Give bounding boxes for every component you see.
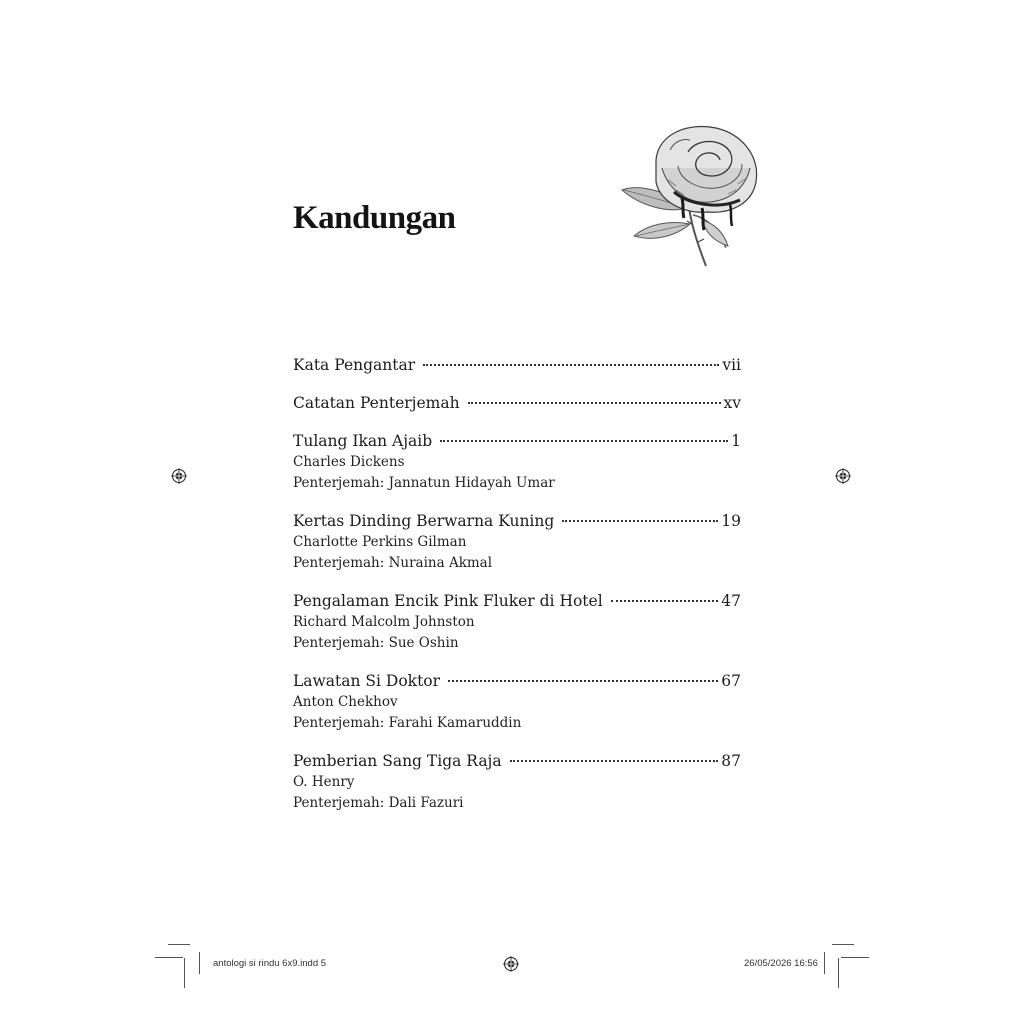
toc-entry-author: Richard Malcolm Johnston: [293, 614, 475, 630]
toc-entry-page: vii: [722, 356, 741, 374]
toc-entry-author: Charles Dickens: [293, 454, 405, 470]
toc-entry[interactable]: [293, 392, 741, 414]
toc-entry-author: O. Henry: [293, 774, 355, 790]
dot-leader: [562, 520, 718, 522]
toc-entry-page: xv: [723, 394, 741, 412]
toc-entry-title: Lawatan Si Doktor: [293, 672, 441, 690]
crop-mark: [838, 958, 839, 988]
toc-entry-page: 67: [721, 672, 741, 690]
toc-entry[interactable]: [293, 354, 741, 376]
toc-entry-page: 47: [721, 592, 741, 610]
toc-entry[interactable]: [293, 670, 741, 734]
toc-entry[interactable]: [293, 750, 741, 814]
toc-entry-title: Kertas Dinding Berwarna Kuning: [293, 512, 555, 530]
crop-mark: [199, 952, 200, 974]
crop-mark: [184, 958, 185, 988]
toc-entry-author: Anton Chekhov: [293, 694, 398, 710]
table-of-contents: [293, 354, 741, 830]
registration-mark-icon: [171, 468, 187, 484]
toc-entry-translator: Penterjemah: Sue Oshin: [293, 635, 459, 651]
dot-leader: [510, 760, 719, 762]
toc-entry-author: Charlotte Perkins Gilman: [293, 534, 467, 550]
toc-entry-translator: Penterjemah: Farahi Kamaruddin: [293, 715, 522, 731]
dot-leader: [468, 402, 721, 404]
crop-mark: [155, 957, 183, 958]
toc-entry-translator: Penterjemah: Jannatun Hidayah Umar: [293, 475, 555, 491]
crop-mark: [168, 944, 190, 945]
toc-entry-title: Pengalaman Encik Pink Fluker di Hotel: [293, 592, 603, 610]
slug-filename: antologi si rindu 6x9.indd 5: [213, 958, 327, 969]
toc-entry-page: 1: [731, 432, 741, 450]
crop-mark: [824, 952, 825, 974]
dot-leader: [448, 680, 718, 682]
toc-entry-title: Tulang Ikan Ajaib: [293, 432, 433, 450]
dot-leader: [440, 440, 728, 442]
toc-entry-title: Pemberian Sang Tiga Raja: [293, 752, 502, 770]
dot-leader: [423, 364, 719, 366]
toc-entry[interactable]: [293, 430, 741, 494]
toc-entry[interactable]: [293, 590, 741, 654]
registration-mark-icon: [503, 956, 519, 972]
registration-mark-icon: [835, 468, 851, 484]
toc-entry[interactable]: [293, 510, 741, 574]
toc-entry-title: Catatan Penterjemah: [293, 394, 460, 412]
toc-entry-translator: Penterjemah: Nuraina Akmal: [293, 555, 493, 571]
page-title: Kandungan: [293, 200, 456, 236]
toc-entry-page: 87: [721, 752, 741, 770]
toc-entry-page: 19: [721, 512, 741, 530]
crop-mark: [832, 944, 854, 945]
rose-illustration-icon: [618, 120, 768, 270]
crop-mark: [841, 957, 869, 958]
dot-leader: [611, 600, 719, 602]
toc-entry-translator: Penterjemah: Dali Fazuri: [293, 795, 464, 811]
slug-datetime: 26/05/2026 16:56: [744, 958, 818, 969]
toc-entry-title: Kata Pengantar: [293, 356, 416, 374]
